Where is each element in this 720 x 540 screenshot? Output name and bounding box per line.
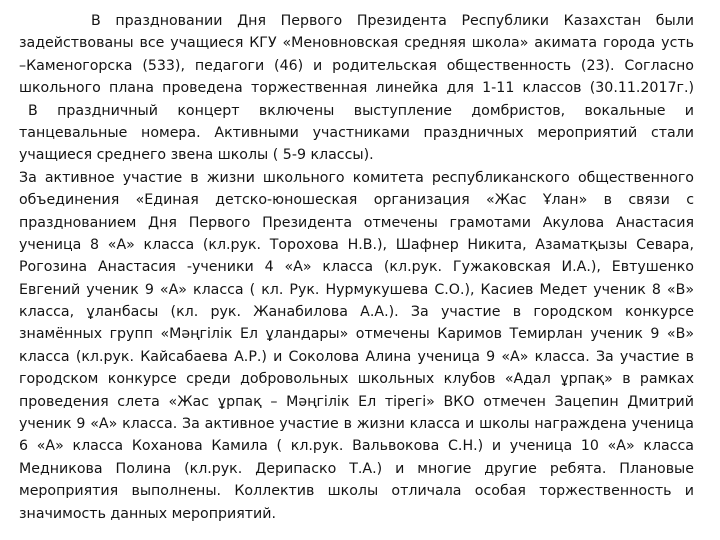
- paragraph-3-line-9: класса (кл.рук. Кайсабаева А.Р.) и Соколова Алина ученица 9 «А» класса. За участие в: [19, 348, 694, 365]
- paragraph-1-line-3: –Каменогорска (533), педагоги (46) и родительская общественность (23). Согласно: [19, 57, 694, 74]
- paragraph-2-line-2: танцевальные номера. Активными участниками праздничных мероприятий стали: [19, 124, 694, 141]
- paragraph-1-line-2: задействованы все учащиеся КГУ «Меновновская средняя школа» акимата города усть: [19, 35, 694, 52]
- paragraph-3-line-16: значимость данных мероприятий.: [19, 505, 276, 522]
- paragraph-3-line-5: Рогозина Анастасия -ученики 4 «А» класса (кл.рук. Гужаковская И.А.), Евтушенко: [19, 259, 694, 276]
- paragraph-3-line-15: мероприятия выполнены. Коллектив школы отличала особая торжественность и: [19, 483, 694, 500]
- paragraph-3-line-6: Евгений ученик 9 «А» класса ( кл. Рук. Нурмукушева С.О.), Касиев Медет ученик 8 «В»: [19, 281, 694, 298]
- paragraph-3-line-13: 6 «А» класса Кохановa Камила ( кл.рук. Вальвокова С.Н.) и ученица 10 «А» класса: [19, 438, 694, 455]
- paragraph-3-line-2: объединения «Единая детско-юношеская организация «Жас Ұлан» в связи с: [19, 192, 694, 209]
- paragraph-2-line-1: В праздничный концерт включены выступление домбристов, вокальные и: [28, 102, 694, 119]
- paragraph-3-line-10: городском конкурсе среди добровольных школьных клубов «Адал ұрпақ» в рамках: [19, 371, 694, 388]
- paragraph-3-line-1: За активное участие в жизни школьного комитета республиканского общественного: [19, 169, 694, 186]
- paragraph-1-line-1: В праздновании Дня Первого Президента Республики Казахстан были: [91, 13, 694, 29]
- paragraph-3-line-8: знамённых групп «Мәңгілік Ел ұландары» отмечены Каримов Темирлан ученик 9 «В»: [19, 326, 694, 343]
- paragraph-3-line-12: ученик 9 «А» класса. За активное участие в жизни класса и школы награждена ученица: [19, 416, 694, 433]
- paragraph-1-line-4: школьного плана проведена торжественная линейка для 1-11 классов (30.11.2017г.): [19, 80, 694, 97]
- paragraph-3-line-11: проведения слета «Жас ұрпақ – Мәңгілік Ел тірегі» ВКО отмечен Зацепин Дмитрий: [19, 393, 694, 410]
- paragraph-2-line-3: учащиеся среднего звена школы ( 5-9 классы).: [19, 147, 374, 164]
- paragraph-3-line-7: класса, ұланбасы (кл. рук. Жанабилова А.А.). За участие в городском конкурсе: [19, 304, 694, 321]
- paragraph-3-line-3: празднованием Дня Первого Президента отмечены грамотами Акулова Анастасия: [19, 214, 694, 231]
- paragraph-3-line-14: Медникова Полина (кл.рук. Дерипаско Т.А.) и многие другие ребята. Плановые: [19, 460, 694, 477]
- paragraph-3-line-4: ученица 8 «А» класса (кл.рук. Торохова Н.В.), Шафнер Никита, Азаматқызы Севара,: [19, 236, 694, 253]
